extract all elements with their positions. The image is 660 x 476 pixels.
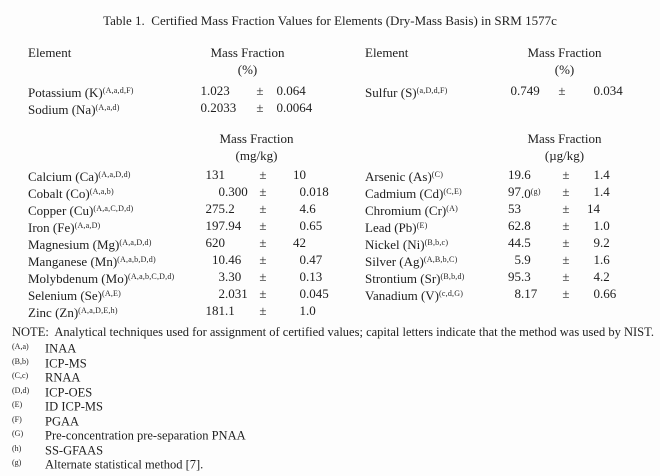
value-frac: .30 bbox=[225, 269, 242, 284]
footnote-marker: (A,a,b,D,d) bbox=[117, 255, 156, 264]
value-frac: .749 bbox=[517, 83, 540, 98]
plus-minus-sign: ± bbox=[256, 83, 264, 98]
element-name: Vanadium $(V)^{(c,d,G)}$ bbox=[365, 288, 464, 303]
uncertainty-int: 1 bbox=[593, 167, 600, 182]
footnote-marker: (A,a,b) bbox=[89, 187, 114, 196]
uncertainty-int: 1 bbox=[299, 303, 306, 318]
uncertainty-int: 0 bbox=[593, 83, 600, 98]
value-int: 0 bbox=[510, 83, 517, 98]
uncertainty-frac bbox=[306, 166, 338, 183]
uncertainty-int: 0 bbox=[299, 252, 306, 267]
plus-minus-sign: ± bbox=[259, 303, 267, 318]
uncertainty-int: 0 bbox=[276, 100, 283, 115]
footnote-label: (h) bbox=[12, 443, 22, 453]
footnote-text: RNAA bbox=[45, 370, 81, 385]
value-int: 8 bbox=[514, 286, 521, 301]
value-int: 10 bbox=[212, 252, 225, 267]
value-frac bbox=[521, 200, 556, 217]
value-frac: .023 bbox=[207, 83, 230, 98]
value-frac: .1 bbox=[225, 303, 235, 318]
plus-minus-sign: ± bbox=[259, 235, 267, 250]
uncertainty-frac: .0 bbox=[600, 218, 610, 233]
footnote-text: PGAA bbox=[45, 414, 80, 428]
table-rows bbox=[28, 82, 320, 116]
element-name: Magnesium $(Mg)^{(A,a,D,d)}$ bbox=[28, 237, 152, 252]
uncertainty-frac bbox=[600, 200, 634, 217]
value-int: 131 bbox=[205, 167, 225, 182]
uncertainty-int: 0 bbox=[299, 218, 306, 233]
footnote-marker: (A,a,d) bbox=[95, 103, 120, 112]
column-header-mass-fraction bbox=[495, 130, 634, 164]
element-name: Molybdenum $(Mo)^{(A,a,b,C,D,d)}$ bbox=[28, 271, 175, 286]
uncertainty-frac: .4 bbox=[600, 184, 610, 199]
value-int: 62 bbox=[508, 218, 521, 233]
uncertainty-int: 1 bbox=[593, 184, 600, 199]
value-frac: .17 bbox=[521, 286, 538, 301]
plus-minus-sign: ± bbox=[259, 167, 267, 182]
uncertainty-frac: .13 bbox=[306, 269, 323, 284]
plus-minus-sign: ± bbox=[562, 167, 570, 182]
footnote-marker: (A,a,b,C,D,d) bbox=[128, 272, 175, 281]
footnote-marker: (a,D,d,F) bbox=[416, 86, 448, 95]
footnote-label: (E) bbox=[12, 400, 23, 409]
note-text: NOTE: Analytical techniques used for assignment of certified values; capital letters indicate that the method was used by NIST. bbox=[12, 325, 654, 339]
value-frac bbox=[225, 234, 254, 251]
value-int: 197 bbox=[205, 218, 225, 233]
value-frac: .031 bbox=[225, 286, 248, 301]
uncertainty-frac: .6 bbox=[306, 201, 316, 216]
footnote-marker: (C) bbox=[431, 170, 444, 179]
plus-minus-sign: ± bbox=[562, 235, 570, 250]
value-int: 97 bbox=[508, 184, 521, 199]
footnote-marker: (A,a,D) bbox=[74, 221, 101, 230]
plus-minus-sign: ± bbox=[259, 269, 267, 284]
uncertainty-int: 0 bbox=[299, 269, 306, 284]
footnote-label: (D,d) bbox=[12, 385, 30, 395]
uncertainty-frac: .47 bbox=[306, 252, 323, 267]
uncertainty-int: 1 bbox=[593, 252, 600, 267]
column-headers bbox=[365, 130, 634, 164]
uncertainty-int: 9 bbox=[593, 235, 600, 250]
table-rows bbox=[365, 166, 634, 302]
element-name: Iron $(Fe)^{(A,a,D)}$ bbox=[28, 220, 101, 235]
table-title: Table 1. Certified Mass Fraction Values for Elements (Dry-Mass Basis) in SRM 1577c bbox=[103, 13, 557, 28]
unit-label: (%) bbox=[237, 62, 258, 77]
footnote-line bbox=[12, 456, 660, 471]
uncertainty-frac: .034 bbox=[600, 83, 623, 98]
value-int: 181 bbox=[205, 303, 225, 318]
uncertainty-frac: .018 bbox=[306, 184, 329, 199]
element-name: Lead $(Pb)^{(E)}$ bbox=[365, 220, 428, 235]
plus-minus-sign: ± bbox=[259, 218, 267, 233]
uncertainty-frac: .0 bbox=[306, 303, 316, 318]
unit-label: (µg/kg) bbox=[544, 148, 585, 163]
value-int: 2 bbox=[218, 286, 225, 301]
element-name: Selenium $(Se)^{(A,E)}$ bbox=[28, 288, 122, 303]
value-frac: .9 bbox=[521, 252, 531, 267]
value-frac: .3 bbox=[521, 269, 531, 284]
uncertainty-int: 42 bbox=[293, 235, 306, 250]
column-headers bbox=[28, 130, 338, 164]
element-name: Cadmium $(Cd)^{(C,E)}$ bbox=[365, 186, 462, 201]
plus-minus-sign: ± bbox=[562, 184, 570, 199]
element-name: Silver $(Ag)^{(A,B,b,C)}$ bbox=[365, 254, 458, 269]
plus-minus-sign: ± bbox=[562, 286, 570, 301]
footnote-marker: (B,b,c) bbox=[424, 238, 449, 247]
footnote-marker: (A,a,d,F) bbox=[102, 86, 134, 95]
footnote-marker: (A,B,b,C) bbox=[423, 255, 458, 264]
footnote-line bbox=[12, 355, 660, 370]
plus-minus-sign: ± bbox=[259, 184, 267, 199]
unit-label: (%) bbox=[554, 62, 575, 77]
plus-minus-sign: ± bbox=[562, 252, 570, 267]
column-header-element: Element bbox=[365, 45, 409, 60]
footnote-marker: (A,E) bbox=[102, 289, 122, 298]
plus-minus-sign: ± bbox=[256, 100, 264, 115]
element-name: Strontium $(Sr)^{(B,b,d)}$ bbox=[365, 271, 465, 286]
uncertainty-frac: .4 bbox=[600, 167, 610, 182]
unit-label: (mg/kg) bbox=[235, 148, 278, 163]
footnote-line bbox=[12, 340, 660, 355]
uncertainty-int: 1 bbox=[593, 218, 600, 233]
column-header-mass-fraction bbox=[175, 130, 338, 164]
uncertainty-int: 4 bbox=[593, 269, 600, 284]
footnote-label: (A,a) bbox=[12, 342, 29, 351]
footnote-marker: (A,a,D,d) bbox=[119, 238, 152, 247]
mass-fraction-label: Mass Fraction bbox=[219, 131, 294, 146]
mass-fraction-label: Mass Fraction bbox=[210, 45, 285, 60]
table-section-ugkg-right bbox=[365, 130, 634, 302]
column-headers bbox=[365, 44, 634, 78]
element-name: Copper $(Cu)^{(A,a,C,D,d)}$ bbox=[28, 203, 134, 218]
value-int: 1 bbox=[200, 83, 207, 98]
footnote-text: Pre-concentration pre-separation PNAA bbox=[45, 428, 246, 443]
element-name: Nickel $(Ni)^{(B,b,c)}$ bbox=[365, 237, 449, 252]
element-name: Sodium $(Na)^{(A,a,d)}$ bbox=[28, 102, 120, 117]
value-int: 275 bbox=[205, 201, 225, 216]
footnote-label: (F) bbox=[12, 414, 22, 424]
footnote-marker: (A,a,D,d) bbox=[98, 170, 131, 179]
footnotes-block bbox=[12, 325, 660, 471]
value-frac: .6 bbox=[521, 167, 531, 182]
uncertainty-frac: .045 bbox=[306, 286, 329, 301]
uncertainty-frac: .0064 bbox=[283, 100, 313, 115]
footnote-label: (g) bbox=[12, 458, 22, 467]
footnote-line bbox=[12, 427, 660, 442]
footnote-marker: (A,a,C,D,d) bbox=[93, 204, 134, 213]
element-name: Cobalt $(Co)^{(A,a,b)}$ bbox=[28, 186, 114, 201]
footnote-marker: (C,E) bbox=[443, 187, 462, 196]
uncertainty-int: 10 bbox=[293, 167, 306, 182]
plus-minus-sign: ± bbox=[259, 286, 267, 301]
value-frac: .8 bbox=[521, 218, 531, 233]
value-frac: .300 bbox=[225, 184, 248, 199]
uncertainty-int: 0 bbox=[276, 83, 283, 98]
column-headers bbox=[28, 44, 320, 78]
uncertainty-int: 0 bbox=[593, 286, 600, 301]
value-int: 19 bbox=[508, 167, 521, 182]
table-rows bbox=[365, 82, 634, 99]
table-section-mgkg-left bbox=[28, 130, 338, 319]
column-header-mass-fraction bbox=[175, 44, 320, 78]
footnote-line bbox=[12, 384, 660, 399]
uncertainty-frac: .66 bbox=[600, 286, 617, 301]
value-frac: .0$^{(g)}$ bbox=[521, 186, 541, 201]
uncertainty-frac: .6 bbox=[600, 252, 610, 267]
uncertainty-frac bbox=[306, 234, 338, 251]
table-section-percent-left bbox=[28, 44, 320, 116]
value-int: 95 bbox=[508, 269, 521, 284]
value-frac: .2 bbox=[225, 201, 235, 216]
value-frac: .94 bbox=[225, 218, 242, 233]
mass-fraction-label: Mass Fraction bbox=[527, 45, 602, 60]
column-header-mass-fraction bbox=[495, 44, 634, 78]
footnote-line bbox=[12, 413, 660, 428]
element-name: Potassium $(K)^{(A,a,d,F)}$ bbox=[28, 85, 134, 100]
value-int: 5 bbox=[514, 252, 521, 267]
footnote-label: (B,b) bbox=[12, 356, 29, 366]
footnote-text: Alternate statistical method [7]. bbox=[45, 457, 204, 472]
element-name: Calcium $(Ca)^{(A,a,D,d)}$ bbox=[28, 169, 131, 184]
value-int: 0 bbox=[200, 100, 207, 115]
footnote-label: (G) bbox=[12, 429, 24, 438]
footnote-marker: (g) bbox=[530, 187, 541, 196]
uncertainty-int: 14 bbox=[587, 201, 600, 216]
column-header-element: Element bbox=[28, 45, 72, 60]
footnote-line bbox=[12, 442, 660, 457]
value-int: 3 bbox=[218, 269, 225, 284]
uncertainty-frac: .2 bbox=[600, 235, 610, 250]
plus-minus-sign: ± bbox=[562, 201, 570, 216]
value-int: 44 bbox=[508, 235, 521, 250]
value-frac bbox=[225, 166, 254, 183]
value-frac: .46 bbox=[225, 252, 242, 267]
value-int: 620 bbox=[205, 235, 225, 250]
plus-minus-sign: ± bbox=[558, 83, 566, 98]
value-int: 53 bbox=[508, 201, 521, 216]
value-frac: .5 bbox=[521, 235, 531, 250]
footnote-text: INAA bbox=[45, 341, 77, 356]
plus-minus-sign: ± bbox=[259, 252, 267, 267]
footnote-text: ICP-OES bbox=[45, 385, 93, 399]
value-frac: .2033 bbox=[207, 100, 237, 115]
footnote-label: (C,c) bbox=[12, 371, 29, 380]
footnote-marker: (A,a,D,E,h) bbox=[78, 306, 118, 315]
mass-fraction-label: Mass Fraction bbox=[527, 131, 602, 146]
element-name: Sulfur $(S)^{(a,D,d,F)}$ bbox=[365, 85, 448, 100]
footnote-marker: (c,d,G) bbox=[439, 289, 464, 298]
footnote-marker: (E) bbox=[416, 221, 428, 230]
uncertainty-int: 4 bbox=[299, 201, 306, 216]
uncertainty-frac: .65 bbox=[306, 218, 323, 233]
footnote-line bbox=[12, 369, 660, 384]
uncertainty-frac: .2 bbox=[600, 269, 610, 284]
footnote-text: SS-GFAAS bbox=[45, 443, 104, 457]
element-name: Manganese $(Mn)^{(A,a,b,D,d)}$ bbox=[28, 254, 156, 269]
uncertainty-int: 0 bbox=[299, 184, 306, 199]
footnote-text: ID ICP-MS bbox=[45, 399, 103, 414]
uncertainty-int: 0 bbox=[299, 286, 306, 301]
plus-minus-sign: ± bbox=[259, 201, 267, 216]
plus-minus-sign: ± bbox=[562, 218, 570, 233]
element-name: Arsenic $(As)^{(C)}$ bbox=[365, 169, 444, 184]
footnote-list bbox=[12, 340, 660, 471]
footnote-line bbox=[12, 398, 660, 413]
table-section-percent-right bbox=[365, 44, 634, 99]
plus-minus-sign: ± bbox=[562, 269, 570, 284]
footnote-marker: (B,b,d) bbox=[440, 272, 465, 281]
element-name: Chromium $(Cr)^{(A)}$ bbox=[365, 203, 458, 218]
footnote-marker: (A) bbox=[446, 204, 458, 213]
footnote-text: ICP-MS bbox=[45, 356, 87, 370]
table-rows bbox=[28, 166, 338, 319]
uncertainty-frac: .064 bbox=[283, 83, 306, 98]
value-int: 0 bbox=[218, 184, 225, 199]
element-name: Zinc $(Zn)^{(A,a,D,E,h)}$ bbox=[28, 305, 118, 320]
